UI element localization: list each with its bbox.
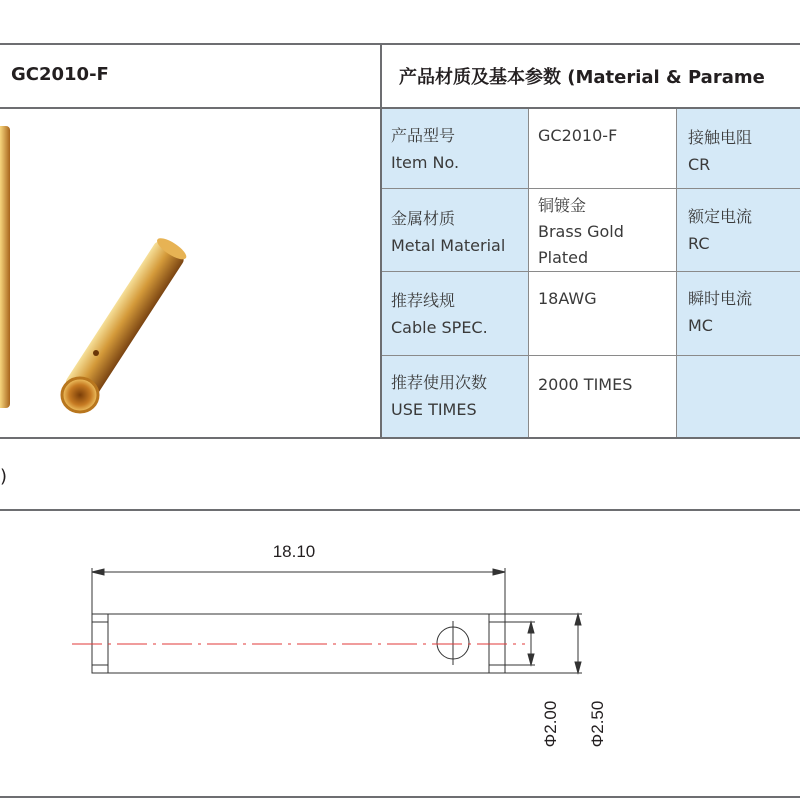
value-cell: 2000 TIMES	[538, 375, 633, 394]
label-cn: 产品型号	[391, 126, 456, 145]
side-label-en: RC	[688, 234, 710, 253]
dimension-drawing	[0, 511, 800, 796]
product-photo	[0, 108, 380, 438]
value-cell: 铜镀金 Brass Gold Plated	[538, 196, 624, 267]
value-cell: GC2010-F	[538, 126, 618, 145]
label-en: USE TIMES	[391, 400, 477, 419]
model-title: GC2010-F	[11, 64, 109, 85]
label-cn: 推荐线规	[391, 291, 456, 310]
side-label-en: MC	[688, 316, 713, 335]
table-row	[391, 369, 487, 423]
table-row	[391, 287, 488, 341]
section-title-fragment: )	[0, 466, 8, 487]
page-bottom-border	[0, 796, 800, 798]
table-row	[391, 205, 505, 259]
table-row	[391, 122, 459, 176]
side-label-cn: 额定电流	[688, 207, 753, 226]
dim-length-label: 18.10	[272, 542, 316, 561]
dim-outer-label: Φ2.50	[588, 700, 607, 748]
label-en: Metal Material	[391, 236, 506, 255]
pin-opening	[62, 378, 98, 412]
side-label-cn: 接触电阻	[688, 128, 753, 147]
side-label-cn: 瞬时电流	[688, 289, 753, 308]
side-label-en: CR	[688, 155, 711, 174]
gold-pin-left	[0, 126, 10, 408]
label-cn: 金属材质	[391, 209, 456, 228]
dim-inner-label: Φ2.00	[541, 700, 560, 748]
label-cn: 推荐使用次数	[391, 373, 488, 392]
solder-hole	[93, 350, 99, 356]
params-title: 产品材质及基本参数 (Material & Parame	[399, 67, 765, 88]
label-en: Cable SPEC.	[391, 318, 488, 337]
value-cell: 18AWG	[538, 289, 597, 308]
table-top-border	[0, 43, 800, 45]
label-en: Item No.	[391, 153, 460, 172]
